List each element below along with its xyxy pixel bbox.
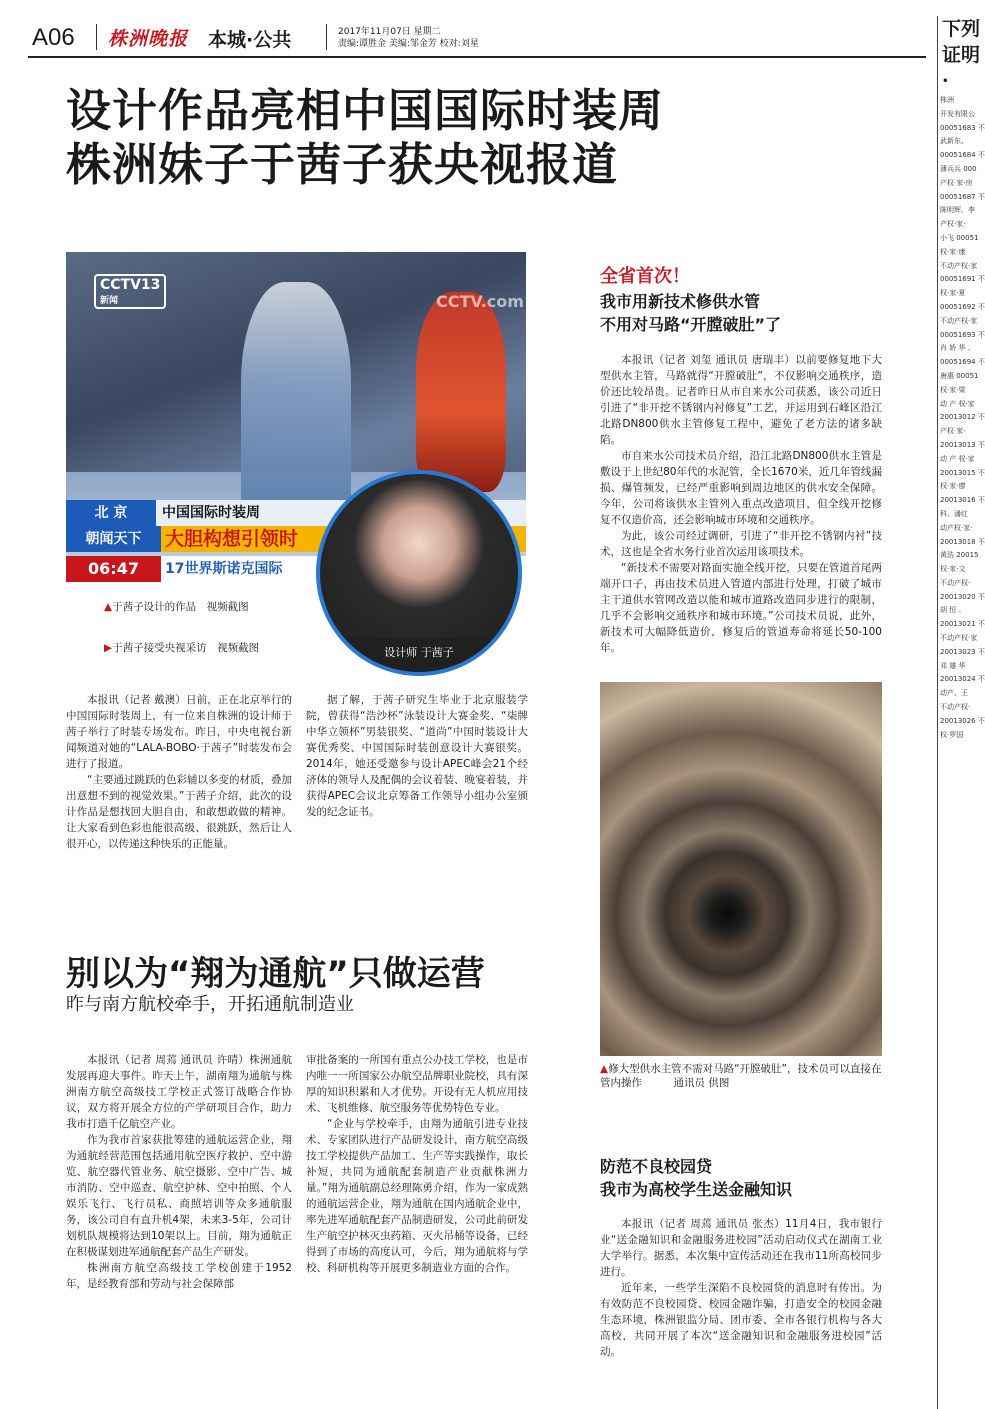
- sidebar-line: 00051694 不: [940, 358, 985, 367]
- issue-date: 2017年11月07日 星期二: [338, 27, 441, 37]
- headline-line: 我市为高校学生送金融知识: [600, 1180, 793, 1199]
- lead-headline: [66, 84, 664, 192]
- sidebar-line: 黄浩 20015: [940, 551, 979, 560]
- paragraph: 为此，该公司经过调研，引进了“非开挖不锈钢内衬”技术，这也是全省水务行业首次运用该项技术。: [600, 530, 882, 558]
- header-rule: [28, 56, 926, 58]
- aviation-column-1: [66, 1052, 292, 1292]
- cctv-logo: CCTV13 新闻: [94, 274, 166, 309]
- section-name: 本城·公共: [208, 29, 292, 51]
- headline-line: 不用对马路“开膛破肚”了: [600, 315, 782, 334]
- sidebar-line: 产权·家·: [940, 220, 966, 229]
- headline-line: 防范不良校园贷: [600, 1157, 713, 1176]
- header-divider: [96, 24, 97, 50]
- paragraph: 市自来水公司技术员介绍，沿江北路DN800供水主管是敷设于上世纪80年代的水泥管，全长1670米，近几年管线漏损、爆管频发，已经严重影响到周边地区的供水安全保障。今年，公司将该供水主管列入重点改造项目，但全线开挖修复不仅造价高，还会影响城市环境和交通秩序。: [600, 450, 882, 526]
- sidebar-line: 不动产权·: [940, 578, 971, 587]
- sidebar-line: 陈明辉、李: [940, 206, 975, 215]
- sidebar-line: 不动产权·家: [940, 634, 978, 643]
- sidebar-line: 20013020 不: [940, 592, 985, 601]
- model-red-dress: [416, 292, 506, 492]
- sidebar-line: 权·家·康: [940, 247, 966, 256]
- model-blue-dress: [241, 282, 351, 532]
- triangle-up-icon: ▲: [600, 1063, 609, 1075]
- ticker-scroll: 17世界斯诺克国际: [161, 556, 526, 582]
- sidebar-line: 动产、王: [940, 689, 968, 698]
- paragraph: 近年来，一些学生深陷不良校园贷的消息时有传出。为有效防范不良校园贷、校园金融诈骗，打造安全的校园金融生态环境，株洲银监分局、团市委、全市各银行机构与各大高校，共同开展了本次“送金融知识和金融服务进校园”活动。: [600, 1282, 882, 1358]
- paragraph: 株洲南方航空高级技工学校创建于1952年，是经教育部和劳动与社会保障部: [66, 1262, 292, 1290]
- paragraph: 据了解，于茜子研究生毕业于北京服装学院，曾获得“浩沙杯”泳装设计大赛金奖、“柒牌中华立领杯”男装银奖、“道尚”中国时装设计大赛优秀奖、中国国际时装创意设计大赛银奖。2014年，她还受邀参与设计APEC峰会21个经济体的领导人及配偶的会议着装、晚宴着装，并获得APEC会议北京筹备工作领导小组办公室颁发的纪念证书。: [306, 694, 528, 818]
- sidebar-line: 小飞 00051: [940, 233, 979, 242]
- finance-body: [600, 1216, 882, 1360]
- headline-line: 我市用新技术修供水管: [600, 292, 761, 311]
- sidebar-line: 科、潘红: [940, 509, 968, 518]
- interview-photo: [316, 470, 522, 676]
- sidebar-line: 不动产权·家: [940, 261, 978, 270]
- water-headline: [600, 290, 781, 336]
- sidebar-line: 00051693 不: [940, 330, 985, 339]
- sidebar-line: 20013013 不: [940, 440, 985, 449]
- sidebar-line: 20013023 不: [940, 647, 985, 656]
- sidebar-line: 20013016 不: [940, 496, 985, 505]
- paragraph: 本报讯（记者 刘玺 通讯员 唐瑞丰）以前要修复地下大型供水主管，马路就得“开膛破肚”，不仅影响交通秩序，造价还比较昂贵。记者昨日从市自来水公司获悉，该公司近日引进了“非开挖不锈钢内衬修复”工艺，并运用到石峰区沿江北路DN800供水主管修复工程中，避免了老方法的诸多缺陷。: [600, 354, 882, 446]
- sidebar-line: 权·家·夏: [940, 289, 966, 298]
- sidebar-line: 00051683 不: [940, 123, 985, 132]
- finance-headline: [600, 1155, 792, 1201]
- sidebar-line: 产权·家·房: [940, 178, 973, 187]
- sidebar-line: 20013026 不: [940, 716, 985, 725]
- sidebar-line: 权·罗国: [940, 730, 964, 739]
- triangle-right-icon: ▶: [104, 642, 113, 654]
- aviation-subheadline: 昨与南方航校牵手，开拓通航制造业: [66, 994, 354, 1015]
- sidebar-line: 开发有限公: [940, 109, 975, 118]
- sidebar-line: 20013018 不: [940, 537, 985, 546]
- ticker-title: 中国国际时装周: [156, 500, 526, 526]
- sidebar-line: 20013024 不: [940, 675, 985, 684]
- sidebar-line: 动 产 权·家: [940, 399, 975, 408]
- pipe-photo-caption: ▲修大型供水主管不需对马路“开膛破肚”，技术员可以直接在管内操作 通讯员 供图: [600, 1063, 882, 1089]
- water-body: [600, 352, 882, 656]
- sidebar-line: 株洲: [940, 96, 954, 104]
- sidebar-line: 肖 娇 华 、: [940, 344, 975, 353]
- sidebar-line: 权·家·梁: [940, 385, 966, 394]
- sidebar-list: [938, 94, 985, 742]
- sidebar-line: 唐惠 00051: [940, 371, 979, 380]
- page-number: A06: [32, 24, 75, 51]
- editor-credits: 责编:谭胜金 美编:邹金芳 校对:刘星: [338, 39, 479, 49]
- paragraph: “企业与学校牵手，由翔为通航引进专业技术、专家团队进行产品研发设计，南方航空高级技工学校提供产品加工、生产等实践操作，取长补短，共同为通航配套制造产业贡献株洲力量。”翔为通航副总经理陈勇介绍，作为一家成熟的通航运营企业，翔为通航在国内通航企业中，率先进军通航配套产品制造研发，公司此前研发生产航空护林灭虫药箱、灭火吊桶等设备，已经得到了市场的高度认可，今后，翔为通航将与学校、科研机构等开展更多制造业方面的合作。: [306, 1118, 528, 1274]
- headline-line: 株洲妹子于茜子获央视报道: [66, 138, 619, 191]
- sidebar-line: 薄兵兵 000: [940, 164, 977, 173]
- aviation-headline: 别以为“翔为通航”只做运营: [66, 954, 485, 994]
- sidebar-line: 00051692 不: [940, 302, 985, 311]
- sidebar-line: 动产权·家·: [940, 523, 973, 532]
- photo-caption: ▶于茜子接受央视采访 视频截图: [104, 642, 260, 654]
- lead-column-1: [66, 692, 292, 852]
- ticker-program: 朝闻天下: [66, 526, 161, 552]
- paragraph: 本报讯（记者 周蔫 通讯员 许晴）株洲通航发展再迎大事件。昨天上午，湖南翔为通航与株洲南方航空高级技工学校正式签订战略合作协议，双方将开展全方位的产学研项目合作，助力我市打造千亿航空产业。: [66, 1054, 292, 1130]
- cctv-watermark: CCTV.com: [436, 292, 524, 311]
- water-kicker: 全省首次！: [600, 266, 690, 287]
- sidebar-title-line: 证明·: [942, 44, 981, 92]
- paragraph: “主要通过跳跃的色彩辅以多变的材质，叠加出意想不到的视觉效果。”于茜子介绍，此次的设计作品是想找回大胆自由，和敢想敢做的精神。让大家看到色彩也能很高级、很跳跃，然后让人很开心，以传递这种快乐的正能量。: [66, 774, 292, 850]
- paragraph: 审批备案的一所国有重点公办技工学校，也是市内唯一一所国家公办航空品牌职业院校，具有深厚的知识积累和人才优势。开设有无人机应用技术、飞机维修、航空服务等优势特色专业。: [306, 1054, 528, 1114]
- pipe-interior-photo: [600, 682, 882, 1056]
- header-divider: [326, 24, 327, 50]
- paragraph: “新技术不需要对路面实施全线开挖，只要在管道首尾两端开口子，再由技术员进入管道内部进行处理，打破了城市主干道供水管网改造以能和城市道路改造同步进行的限制，几乎不会影响交通秩序和城市环境。”公司技术员说，此外，新技术可大幅降低造价，修复后的管道寿命将延长50-100年。: [600, 562, 882, 654]
- sidebar-line: 00051684 不: [940, 151, 985, 160]
- issue-meta: [338, 26, 479, 50]
- ticker-time: 06:47: [66, 556, 161, 582]
- sidebar-line: 00051691 不: [940, 275, 985, 284]
- notice-sidebar: [937, 16, 985, 1409]
- ticker-main: 大胆构想引领时: [161, 526, 526, 552]
- sidebar-line: 20013012 不: [940, 413, 985, 422]
- headline-line: 设计作品亮相中国国际时装周: [66, 84, 665, 137]
- paragraph: 本报讯（记者 戴澳）日前，正在北京举行的中国国际时装周上，有一位来自株洲的设计师于茜子举行了时装专场发布。昨日，中央电视台新闻频道对她的“LALA-BOBO·于茜子”时装发布会进行了报道。: [66, 694, 292, 770]
- paragraph: 作为我市首家获批筹建的通航运营企业，翔为通航经营范围包括通用航空医疗救护、空中游览、航空器代管业务、航空摄影、空中广告、城市消防、空中巡查、航空护林、空中拍照、个人娱乐飞行、飞行员私、商照培训等众多通航服务，该公司自有直升机4架，未来3-5年，公司计划机队规模将达到10架以上。目前，翔为通航正在积极谋划进军通航配套产品生产研发。: [66, 1134, 292, 1258]
- aviation-column-2: [306, 1052, 528, 1276]
- sidebar-line: 00051687 不: [940, 192, 985, 201]
- sidebar-title: [938, 16, 985, 94]
- sidebar-line: 武新东、: [940, 137, 968, 146]
- newspaper-logo: 株洲晚报: [108, 28, 189, 50]
- triangle-up-icon: ▲: [104, 601, 113, 613]
- sidebar-line: 权·家·文: [940, 565, 966, 574]
- sidebar-line: 权·家·廖: [940, 482, 966, 491]
- ticker-place: 北 京: [66, 500, 156, 526]
- sidebar-line: 邓 雄 华: [940, 661, 966, 670]
- interview-caption-bar: 设计师 于茜子: [320, 638, 518, 672]
- sidebar-line: 不动产权·家: [940, 316, 978, 325]
- sidebar-line: 20013021 不: [940, 620, 985, 629]
- sidebar-line: 产权·家·: [940, 427, 966, 436]
- sidebar-line: 胡 恒 、: [940, 606, 966, 615]
- sidebar-title-line: 下列: [942, 18, 981, 40]
- lead-column-2: [306, 692, 528, 820]
- paragraph: 本报讯（记者 周蔫 通讯员 张杰）11月4日，我市银行业“送金融知识和金融服务进校园”活动启动仪式在湖南工业大学举行。据悉，本次集中宣传活动还在我市11所高校同步进行。: [600, 1218, 882, 1278]
- photo-caption: ▲于茜子设计的作品 视频截图: [104, 601, 249, 613]
- sidebar-line: 20013015 不: [940, 468, 985, 477]
- sidebar-line: 动 产 权·家: [940, 454, 975, 463]
- sidebar-line: 不动产权·: [940, 703, 971, 712]
